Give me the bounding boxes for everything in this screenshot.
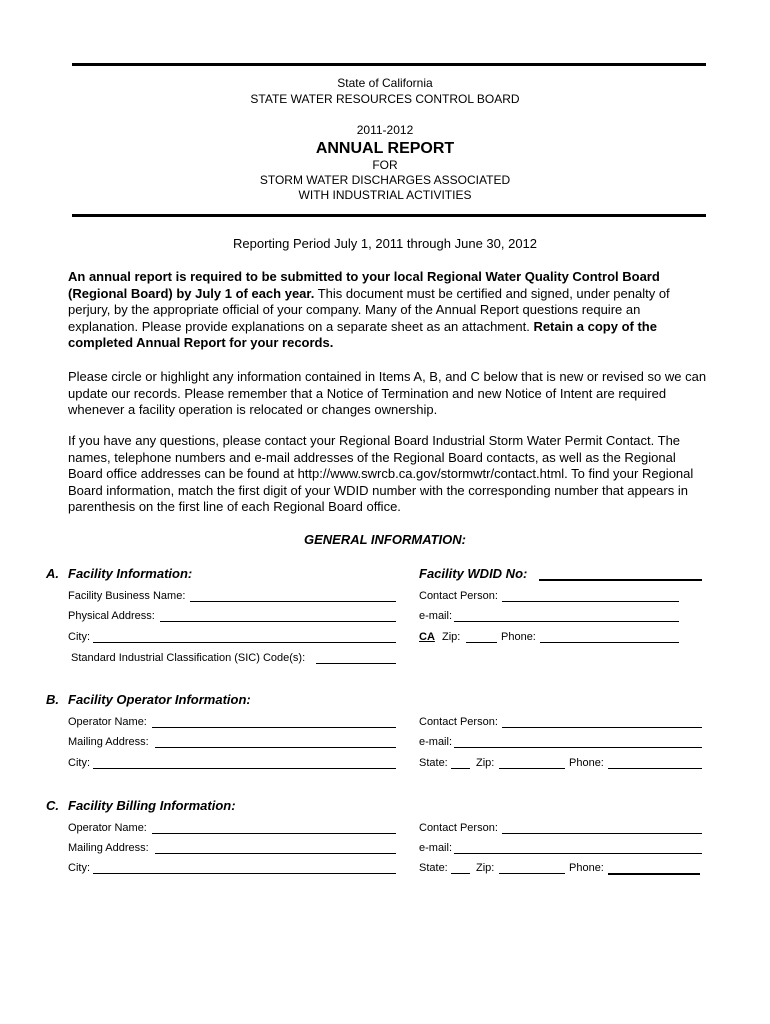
state-label: State of California (337, 76, 433, 90)
top-rule (72, 63, 706, 66)
b-email-label: e-mail: (419, 736, 453, 748)
a-zip-field[interactable] (466, 642, 497, 643)
c-phone-field[interactable] (608, 873, 700, 875)
b-city-field[interactable] (93, 768, 396, 769)
c-contact-person-label: Contact Person: (419, 822, 498, 834)
a-contact-person-field[interactable] (502, 601, 679, 602)
intro-paragraph (68, 269, 708, 352)
b-operator-name-field[interactable] (152, 727, 396, 728)
b-operator-name-label: Operator Name: (68, 716, 147, 728)
b-phone-field[interactable] (608, 768, 702, 769)
b-mailing-address-field[interactable] (155, 747, 396, 748)
a-email-field[interactable] (454, 621, 679, 622)
a-city-label: City: (68, 631, 90, 643)
c-mailing-address-label: Mailing Address: (68, 842, 149, 854)
b-state-label: State: (419, 757, 448, 769)
a-contact-person-label: Contact Person: (419, 590, 498, 602)
intro-bold-2: Retain a copy of the completed Annual Report for your records. (68, 318, 657, 350)
business-name-field[interactable] (190, 601, 396, 602)
c-zip-field[interactable] (499, 873, 565, 874)
wdid-label: Facility WDID No: (419, 566, 528, 581)
intro-bold-1: An annual report is required to be submitted to your local Regional Water Quality Control Board (Regional Board) by July 1 of each year. (68, 269, 660, 301)
update-paragraph: Please circle or highlight any information contained in Items A, B, and C below that is new or revised so we can update our records. Please remember that a Notice of Termination and new Notice of Intent are required whenever a facility operation is relocated or changes ownership. (68, 369, 707, 417)
business-name-label: Facility Business Name: (68, 590, 186, 602)
b-contact-person-label: Contact Person: (419, 716, 498, 728)
c-city-label: City: (68, 862, 90, 874)
years-label: 2011-2012 (356, 123, 414, 137)
sic-field[interactable] (316, 663, 396, 664)
b-city-label: City: (68, 757, 90, 769)
for-label: FOR (372, 158, 398, 172)
c-email-label: e-mail: (419, 842, 453, 854)
b-mailing-address-label: Mailing Address: (68, 736, 149, 748)
c-operator-name-label: Operator Name: (68, 822, 147, 834)
general-information-heading: GENERAL INFORMATION: (303, 532, 466, 547)
b-phone-label: Phone: (569, 757, 604, 769)
physical-address-field[interactable] (160, 621, 396, 622)
a-city-field[interactable] (93, 642, 396, 643)
section-b-title: Facility Operator Information: (68, 692, 251, 707)
c-phone-label: Phone: (569, 862, 604, 874)
page-title: ANNUAL REPORT (315, 140, 455, 157)
section-b-letter: B. (46, 692, 59, 707)
section-c-letter: C. (46, 798, 59, 813)
c-state-label: State: (419, 862, 448, 874)
a-zip-label: Zip: (442, 631, 461, 643)
physical-address-label: Physical Address: (68, 610, 155, 622)
a-state-value: CA (419, 631, 435, 643)
b-state-field[interactable] (451, 768, 470, 769)
c-email-field[interactable] (454, 853, 702, 854)
c-zip-label: Zip: (476, 862, 495, 874)
section-c-title: Facility Billing Information: (68, 798, 236, 813)
contact-paragraph: If you have any questions, please contact your Regional Board Industrial Storm Water Permit Contact. The names, telephone numbers and e-mail addresses of the Regional Board contacts, as well as the Regional Board office addresses can be found at http://www.swrcb.ca.gov/stormwtr/contact.html. To find your Regional Board information, match the first digit of your WDID number with the corresponding number that appears in parenthesis on the first line of each Regional Board office. (68, 433, 694, 514)
wdid-field[interactable] (539, 579, 702, 581)
section-a-title: Facility Information: (68, 566, 193, 581)
b-email-field[interactable] (454, 747, 702, 748)
c-contact-person-field[interactable] (502, 833, 702, 834)
subtitle-line-2: WITH INDUSTRIAL ACTIVITIES (298, 188, 472, 202)
sic-label: Standard Industrial Classification (SIC) Code(s): (71, 652, 306, 664)
b-zip-label: Zip: (476, 757, 495, 769)
subtitle-line-1: STORM WATER DISCHARGES ASSOCIATED (259, 173, 511, 187)
c-city-field[interactable] (93, 873, 396, 874)
board-label: STATE WATER RESOURCES CONTROL BOARD (250, 92, 520, 106)
b-contact-person-field[interactable] (502, 727, 702, 728)
a-email-label: e-mail: (419, 610, 453, 622)
section-a-letter: A. (46, 566, 59, 581)
b-zip-field[interactable] (499, 768, 565, 769)
a-phone-label: Phone: (501, 631, 536, 643)
c-operator-name-field[interactable] (152, 833, 396, 834)
bottom-rule (72, 214, 706, 217)
intro-text: This document must be certified and signed, under penalty of perjury, by the appropriate official of your company. Many of the Annual Report questions require an explanation. Please provide explanations on a separate sheet as an attachment. (68, 285, 670, 334)
c-state-field[interactable] (451, 873, 470, 874)
a-phone-field[interactable] (540, 642, 679, 643)
reporting-period: Reporting Period July 1, 2011 through June 30, 2012 (232, 236, 538, 251)
c-mailing-address-field[interactable] (155, 853, 396, 854)
